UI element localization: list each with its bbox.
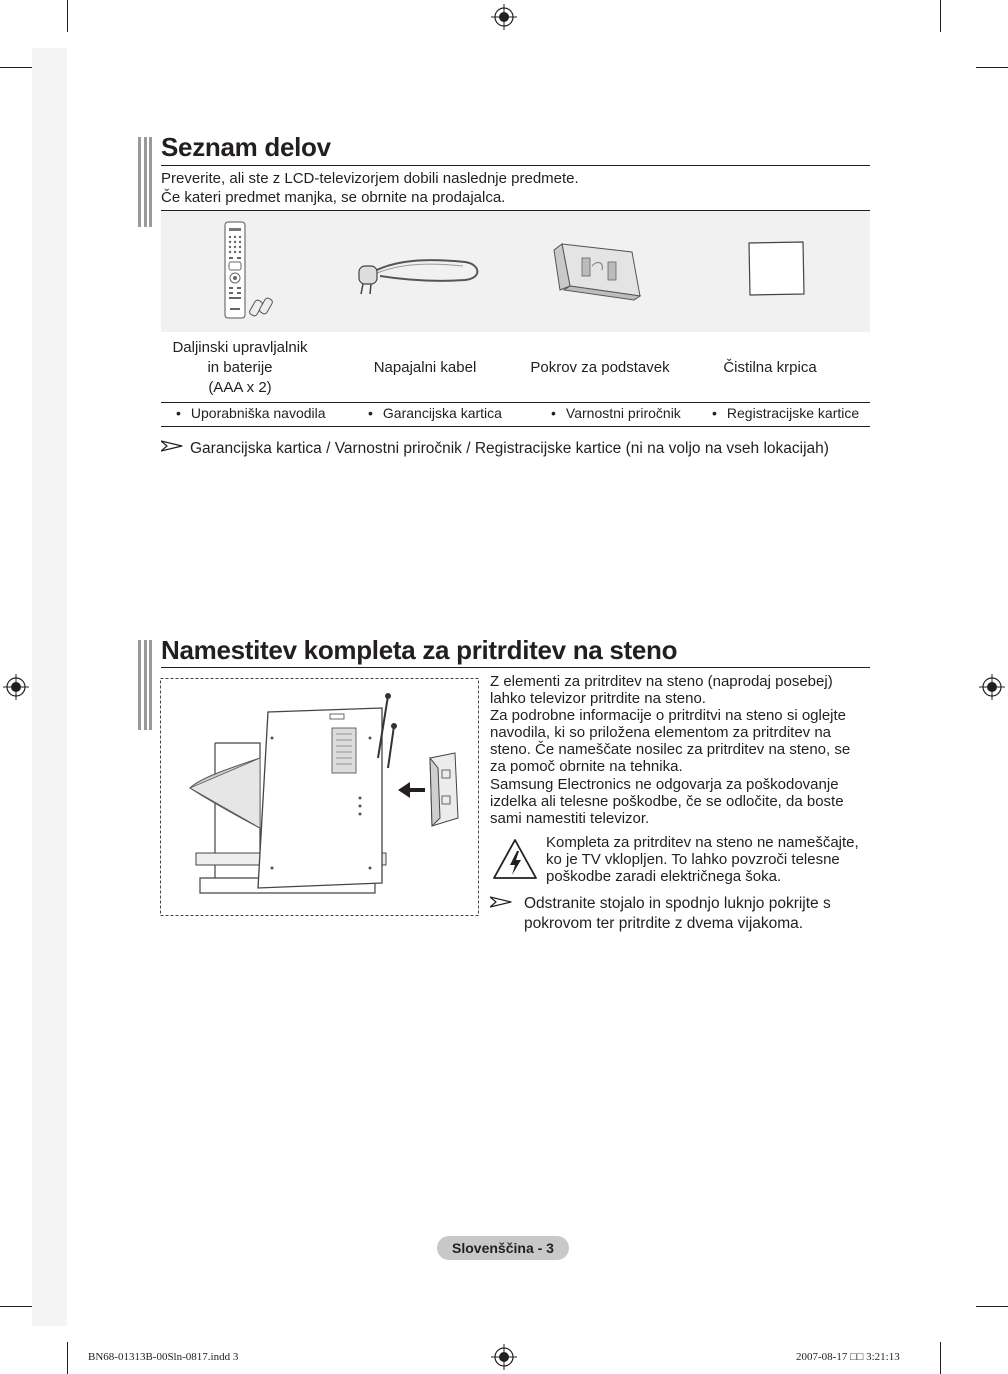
electric-shock-warning-icon — [492, 838, 538, 880]
page-number-badge: Slovenščina - 3 — [437, 1236, 569, 1260]
stand-cover-icon — [552, 238, 644, 302]
file-slug: BN68-01313B-00Sln-0817.indd 3 — [88, 1351, 239, 1363]
part-caption: Čistilna krpica — [723, 359, 817, 376]
remote-control-icon — [220, 220, 280, 320]
part-caption: Napajalni kabel — [373, 359, 477, 376]
section-title: Namestitev kompleta za pritrditev na steno — [161, 635, 678, 665]
document-item: • Garancijska kartica — [368, 405, 502, 421]
document-item: • Varnostni priročnik — [551, 405, 681, 421]
section-title: Seznam delov — [161, 132, 331, 162]
power-cord-icon — [355, 250, 485, 300]
section-marker — [138, 137, 152, 227]
title-rule — [161, 165, 870, 166]
note-text: Garancijska kartica / Varnostni priročnik / Registracijske kartice (ni na voljo na vseh lokacijah) — [190, 440, 829, 457]
intro-text: Če kateri predmet manjka, se obrnite na prodajalca. — [161, 189, 506, 206]
side-margin-strip — [32, 48, 67, 1326]
part-caption: Pokrov za podstavek — [530, 359, 670, 376]
section-marker — [138, 640, 152, 730]
note-arrow-icon — [490, 896, 512, 908]
note-arrow-icon — [161, 440, 183, 452]
registration-mark-icon — [3, 674, 29, 700]
print-timestamp: 2007-08-17 □□ 3:21:13 — [796, 1351, 900, 1363]
title-rule — [161, 667, 870, 668]
cleaning-cloth-icon — [745, 240, 807, 298]
part-caption: Daljinski upravljalnik in baterije (AAA x 2) — [172, 339, 308, 396]
document-item: • Uporabniška navodila — [176, 405, 326, 421]
registration-mark-icon — [979, 674, 1005, 700]
table-rule — [161, 426, 870, 427]
intro-text: Preverite, ali ste z LCD-televizorjem dobili naslednje predmete. — [161, 170, 579, 187]
registration-mark-icon — [491, 1344, 517, 1370]
document-item: • Registracijske kartice — [712, 405, 860, 421]
table-rule — [161, 402, 870, 403]
registration-mark-icon — [491, 4, 517, 30]
wall-mount-illustration — [160, 678, 480, 918]
